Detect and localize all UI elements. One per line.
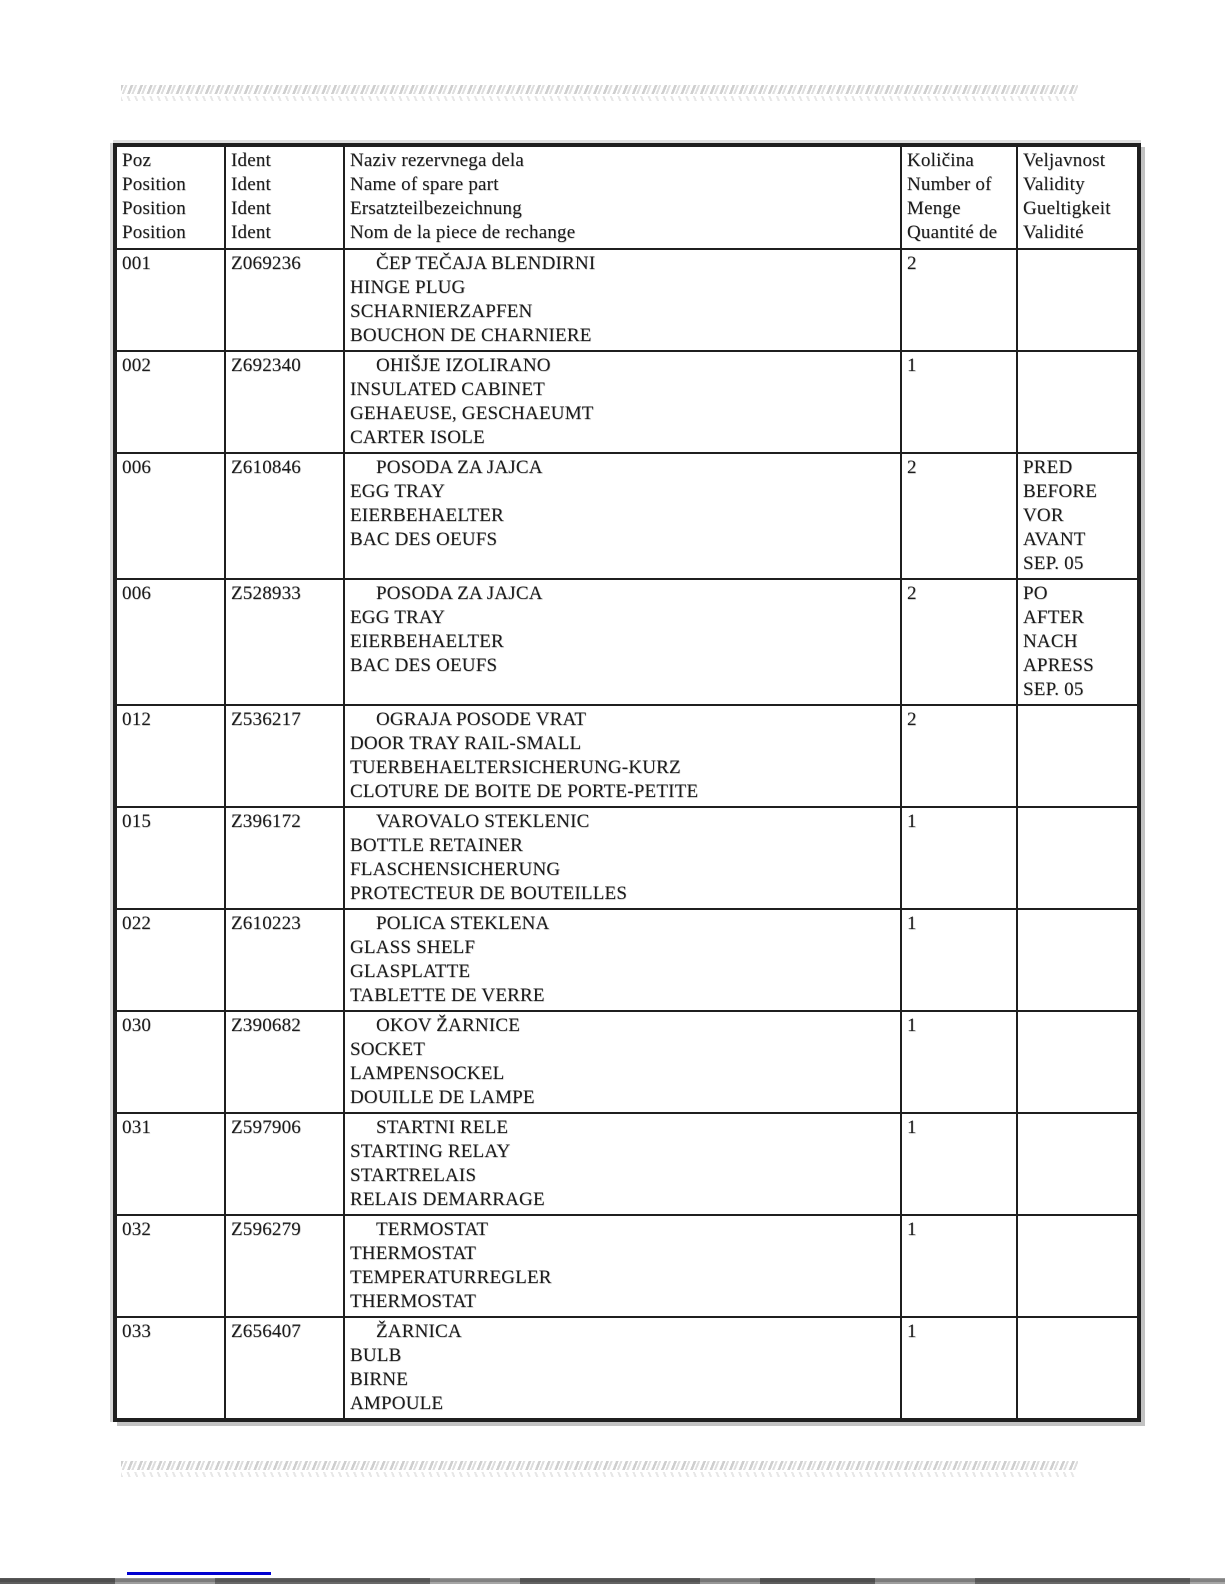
text-line: EGG TRAY: [350, 607, 446, 628]
text-line: Z069236: [231, 253, 302, 274]
cell-ident: [225, 351, 344, 453]
text-line: Ident: [231, 222, 272, 243]
text-line: OHIŠJE IZOLIRANO: [376, 355, 551, 376]
text-line: AVANT: [1023, 529, 1086, 550]
cell-qty: [901, 249, 1017, 351]
text-line: BEFORE: [1023, 481, 1098, 502]
text-line: EIERBEHAELTER: [350, 631, 504, 652]
cell-validity: [1017, 579, 1139, 705]
text-line: 006: [122, 457, 152, 478]
text-line: TEMPERATURREGLER: [350, 1267, 552, 1288]
text-line: AFTER: [1023, 607, 1085, 628]
cell-poz: [115, 351, 225, 453]
cell-validity: [1017, 453, 1139, 579]
text-line: Količina: [907, 150, 975, 171]
text-line: Name of spare part: [350, 174, 499, 195]
text-line: Z536217: [231, 709, 302, 730]
text-line: Quantité de: [907, 222, 998, 243]
text-line: 001: [122, 253, 152, 274]
text-line: APRESS: [1023, 655, 1094, 676]
text-line: AMPOULE: [350, 1393, 444, 1414]
text-line: Ident: [231, 198, 272, 219]
cell-validity: [1017, 1317, 1139, 1420]
cell-validity: [1017, 351, 1139, 453]
text-line: DOUILLE DE LAMPE: [350, 1087, 535, 1108]
cell-ident: [225, 705, 344, 807]
text-line: Ersatzteilbezeichnung: [350, 198, 522, 219]
table-row: [115, 1317, 1139, 1420]
cell-validity: [1017, 1113, 1139, 1215]
cell-validity: [1017, 1215, 1139, 1317]
text-line: PO: [1023, 583, 1048, 604]
cell-poz: [115, 1317, 225, 1420]
cell-poz: [115, 807, 225, 909]
cell-name: [344, 1011, 901, 1113]
text-line: CARTER ISOLE: [350, 427, 485, 448]
text-line: EGG TRAY: [350, 481, 446, 502]
text-line: 022: [122, 913, 152, 934]
table-row: [115, 1113, 1139, 1215]
text-line: BAC DES OEUFS: [350, 529, 498, 550]
text-line: Z528933: [231, 583, 302, 604]
text-line: SCHARNIERZAPFEN: [350, 301, 533, 322]
text-line: Position: [122, 198, 186, 219]
text-line: Gueltigkeit: [1023, 198, 1111, 219]
text-line: Z610846: [231, 457, 302, 478]
cell-name: [344, 807, 901, 909]
text-line: 2: [907, 457, 917, 478]
cell-validity: [1017, 807, 1139, 909]
text-line: BOTTLE RETAINER: [350, 835, 523, 856]
text-line: STARTING RELAY: [350, 1141, 511, 1162]
text-line: Menge: [907, 198, 961, 219]
cell-name: [344, 351, 901, 453]
cell-validity: [1017, 909, 1139, 1011]
decorative-hatch-bottom: [121, 1461, 1078, 1477]
cell-ident: [225, 453, 344, 579]
text-line: Z396172: [231, 811, 302, 832]
cell-poz: [115, 1113, 225, 1215]
cell-qty: [901, 1317, 1017, 1420]
cell-poz: [115, 453, 225, 579]
table-row: [115, 579, 1139, 705]
text-line: BULB: [350, 1345, 402, 1366]
text-line: 2: [907, 709, 917, 730]
cell-validity: [1017, 705, 1139, 807]
text-line: SEP. 05: [1023, 679, 1084, 700]
text-line: STARTRELAIS: [350, 1165, 477, 1186]
cell-qty: [901, 1113, 1017, 1215]
spare-parts-table: [113, 143, 1141, 1422]
text-line: ČEP TEČAJA BLENDIRNI: [376, 253, 596, 274]
text-line: 033: [122, 1321, 152, 1342]
cell-poz: [115, 705, 225, 807]
cell-qty: [901, 807, 1017, 909]
text-line: THERMOSTAT: [350, 1243, 477, 1264]
cell-ident: [225, 909, 344, 1011]
text-line: PRED: [1023, 457, 1073, 478]
page-edge-scan-artifact: [0, 1578, 1225, 1584]
cell-name: [344, 1113, 901, 1215]
text-line: FLASCHENSICHERUNG: [350, 859, 561, 880]
text-line: POSODA ZA JAJCA: [376, 583, 543, 604]
cell-name: [344, 579, 901, 705]
text-line: Z692340: [231, 355, 302, 376]
table-body: [115, 145, 1139, 1420]
cell-ident: [225, 249, 344, 351]
table-row: [115, 249, 1139, 351]
text-line: GLASPLATTE: [350, 961, 471, 982]
text-line: Position: [122, 174, 186, 195]
cell-name: [344, 705, 901, 807]
text-line: OGRAJA POSODE VRAT: [376, 709, 587, 730]
cell-poz: [115, 579, 225, 705]
text-line: 1: [907, 811, 917, 832]
cell-name: [344, 453, 901, 579]
text-line: Validité: [1023, 222, 1084, 243]
text-line: ŽARNICA: [376, 1321, 462, 1342]
text-line: Z597906: [231, 1117, 302, 1138]
cell-name: [344, 249, 901, 351]
text-line: INSULATED CABINET: [350, 379, 545, 400]
text-line: Number of: [907, 174, 992, 195]
text-line: LAMPENSOCKEL: [350, 1063, 505, 1084]
cell-ident: [225, 807, 344, 909]
table-row: [115, 705, 1139, 807]
text-line: POSODA ZA JAJCA: [376, 457, 543, 478]
cell-poz: [115, 1011, 225, 1113]
text-line: STARTNI RELE: [376, 1117, 509, 1138]
cell-ident: [225, 1113, 344, 1215]
text-line: 015: [122, 811, 152, 832]
text-line: RELAIS DEMARRAGE: [350, 1189, 545, 1210]
cell-name: [344, 1317, 901, 1420]
text-line: 2: [907, 253, 917, 274]
text-line: 2: [907, 583, 917, 604]
text-line: Poz: [122, 150, 152, 171]
cell-qty: [901, 705, 1017, 807]
text-line: Validity: [1023, 174, 1085, 195]
cell-qty: [901, 579, 1017, 705]
table-row: [115, 1011, 1139, 1113]
text-line: PROTECTEUR DE BOUTEILLES: [350, 883, 628, 904]
text-line: TABLETTE DE VERRE: [350, 985, 545, 1006]
text-line: Z596279: [231, 1219, 302, 1240]
table-row: [115, 453, 1139, 579]
text-line: DOOR TRAY RAIL-SMALL: [350, 733, 582, 754]
cell-qty: [901, 1215, 1017, 1317]
header-cell-poz: [115, 145, 225, 249]
text-line: Position: [122, 222, 186, 243]
cell-poz: [115, 1215, 225, 1317]
cell-ident: [225, 1011, 344, 1113]
text-line: SOCKET: [350, 1039, 426, 1060]
text-line: 1: [907, 1321, 917, 1342]
text-line: 032: [122, 1219, 152, 1240]
table-row: [115, 351, 1139, 453]
header-cell-validity: [1017, 145, 1139, 249]
cell-qty: [901, 1011, 1017, 1113]
cell-name: [344, 1215, 901, 1317]
text-line: GLASS SHELF: [350, 937, 476, 958]
text-line: Ident: [231, 174, 272, 195]
header-cell-qty: [901, 145, 1017, 249]
text-line: CLOTURE DE BOITE DE PORTE-PETITE: [350, 781, 699, 802]
text-line: 012: [122, 709, 152, 730]
text-line: Veljavnost: [1023, 150, 1106, 171]
table-row: [115, 807, 1139, 909]
text-line: GEHAEUSE, GESCHAEUMT: [350, 403, 594, 424]
cell-qty: [901, 909, 1017, 1011]
text-line: 1: [907, 355, 917, 376]
text-line: BIRNE: [350, 1369, 408, 1390]
text-line: NACH: [1023, 631, 1078, 652]
text-line: VAROVALO STEKLENIC: [376, 811, 590, 832]
cell-name: [344, 909, 901, 1011]
cell-qty: [901, 351, 1017, 453]
text-line: Z390682: [231, 1015, 302, 1036]
cell-ident: [225, 579, 344, 705]
header-row: [115, 145, 1139, 249]
text-line: 002: [122, 355, 152, 376]
text-line: VOR: [1023, 505, 1064, 526]
text-line: 031: [122, 1117, 152, 1138]
text-line: SEP. 05: [1023, 553, 1084, 574]
text-line: Naziv rezervnega dela: [350, 150, 525, 171]
text-line: 1: [907, 1117, 917, 1138]
text-line: Z610223: [231, 913, 302, 934]
cell-qty: [901, 453, 1017, 579]
text-line: Z656407: [231, 1321, 302, 1342]
header-cell-name: [344, 145, 901, 249]
text-line: OKOV ŽARNICE: [376, 1015, 521, 1036]
text-line: EIERBEHAELTER: [350, 505, 504, 526]
text-line: Nom de la piece de rechange: [350, 222, 576, 243]
text-line: TUERBEHAELTERSICHERUNG-KURZ: [350, 757, 681, 778]
cell-validity: [1017, 249, 1139, 351]
text-line: TERMOSTAT: [376, 1219, 489, 1240]
text-line: 030: [122, 1015, 152, 1036]
text-line: 1: [907, 1015, 917, 1036]
table-row: [115, 909, 1139, 1011]
text-line: POLICA STEKLENA: [376, 913, 550, 934]
cell-poz: [115, 249, 225, 351]
cell-ident: [225, 1215, 344, 1317]
text-line: HINGE PLUG: [350, 277, 466, 298]
text-line: BAC DES OEUFS: [350, 655, 498, 676]
hyperlink-underline-fragment: [127, 1572, 271, 1575]
cell-poz: [115, 909, 225, 1011]
header-cell-ident: [225, 145, 344, 249]
text-line: BOUCHON DE CHARNIERE: [350, 325, 592, 346]
text-line: Ident: [231, 150, 272, 171]
cell-validity: [1017, 1011, 1139, 1113]
text-line: THERMOSTAT: [350, 1291, 477, 1312]
table-row: [115, 1215, 1139, 1317]
text-line: 1: [907, 913, 917, 934]
text-line: 1: [907, 1219, 917, 1240]
cell-ident: [225, 1317, 344, 1420]
decorative-hatch-top: [121, 85, 1078, 101]
text-line: 006: [122, 583, 152, 604]
